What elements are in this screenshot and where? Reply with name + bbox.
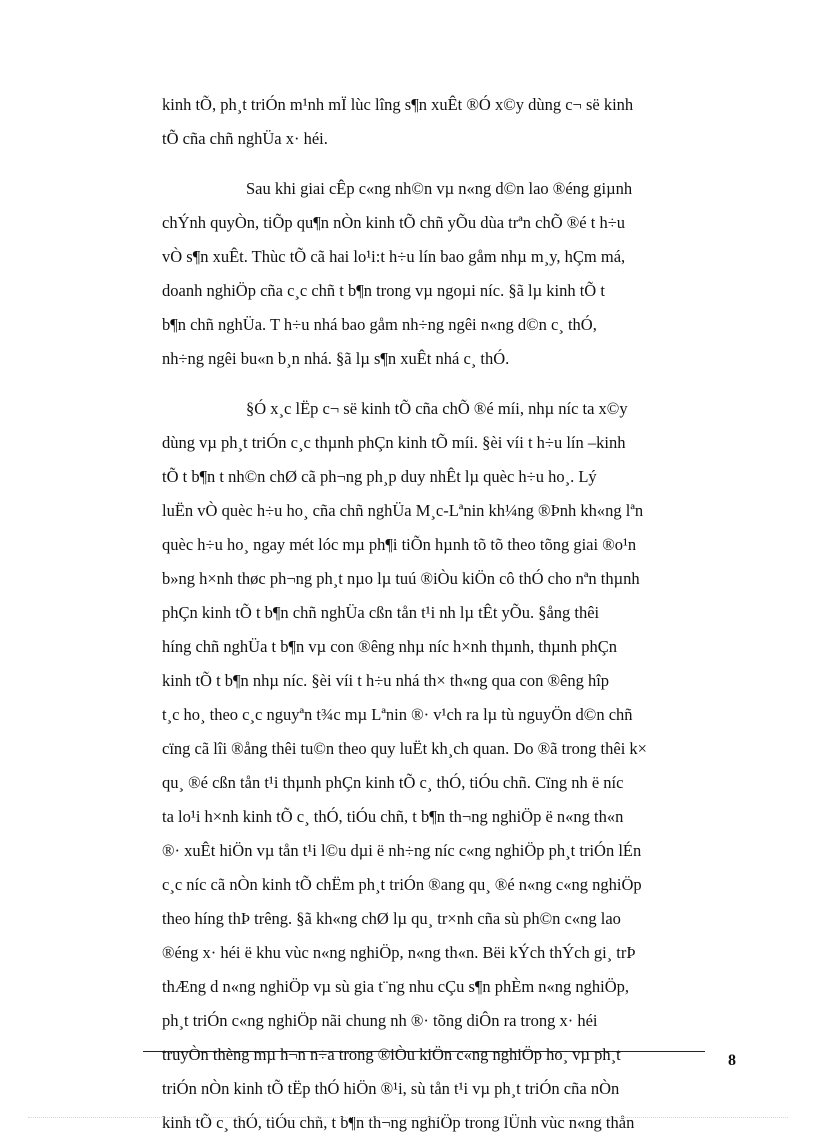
text-line: §Ó x¸c lËp c¬ së kinh tÕ cña chÕ ®é míi, nhµ níc ta x©y — [246, 399, 628, 418]
paragraph-2 — [162, 172, 728, 376]
text-line: kinh tÕ c¸ thÓ, tiÓu chñ, t b¶n th¬ng nghiÖp trong lÜnh vùc n«ng thån — [162, 1113, 635, 1132]
text-line: t¸c ho¸ theo c¸c nguyªn t¾c mµ Lªnin ®· v¹ch ra lµ tù nguyÖn d©n chñ — [162, 705, 633, 724]
text-line: kinh tÕ, ph¸t triÓn m¹nh mÏ lùc lîng s¶n xuÊt ®Ó x©y dùng c¬ së kinh — [162, 95, 634, 114]
text-line: c¸c níc cã nÒn kinh tÕ chËm ph¸t triÓn ®ang qu¸ ®é n«ng c«ng nghiÖp — [162, 875, 642, 894]
paragraph-1 — [162, 88, 728, 156]
text-line: Sau khi giai cÊp c«ng nh©n vµ n«ng d©n lao ®éng giµnh — [246, 179, 633, 198]
text-line: ph¸t triÓn c«ng nghiÖp nãi chung nh ®· tõng diÔn ra trong x· héi — [162, 1011, 598, 1030]
text-line: híng chñ nghÜa t b¶n vµ con ®êng nhµ níc h×nh thµnh, thµnh phÇn — [162, 637, 618, 656]
text-line: thÆng d n«ng nghiÖp vµ sù gia t¨ng nhu cÇu s¶n phÈm n«ng nghiÖp, — [162, 977, 630, 996]
paragraph-3 — [162, 392, 728, 1140]
text-line: tÕ cña chñ nghÜa x· héi. — [162, 129, 328, 148]
text-line: chÝnh quyÒn, tiÕp qu¶n nÒn kinh tÕ chñ yÕu dùa trªn chÕ ®é t h÷u — [162, 213, 626, 232]
text-line: ®éng x· héi ë khu vùc n«ng nghiÖp, n«ng th«n. Bëi kÝch thÝch gi¸ trÞ — [162, 943, 636, 962]
page-number: 8 — [728, 1052, 736, 1069]
footer-divider — [143, 1051, 705, 1052]
text-line: dùng vµ ph¸t triÓn c¸c thµnh phÇn kinh tÕ míi. §èi víi t h÷u lín –kinh — [162, 433, 626, 452]
text-line: truyÒn thèng mµ h¬n n÷a trong ®iÒu kiÖn c«ng nghiÖp ho¸ vµ ph¸t — [162, 1045, 621, 1064]
text-line: b»ng h×nh thøc ph¬ng ph¸t nµo lµ tuú ®iÒu kiÖn cô thÓ cho nªn thµnh — [162, 569, 640, 588]
text-line: vÒ s¶n xuÊt. Thùc tÕ cã hai lo¹i:t h÷u lín bao gåm nhµ m¸y, hÇm má, — [162, 247, 626, 266]
text-line: cïng cã lîi ®ång thêi tu©n theo quy luËt kh¸ch quan. Do ®ã trong thêi k× — [162, 739, 647, 758]
paragraph-spacing — [162, 376, 728, 392]
body-text — [162, 88, 728, 1140]
text-line: theo híng thÞ trêng. §ã kh«ng chØ lµ qu¸ tr×nh cña sù ph©n c«ng lao — [162, 909, 621, 928]
text-line: b¶n chñ nghÜa. T h÷u nhá bao gåm nh÷ng ngêi n«ng d©n c¸ thÓ, — [162, 315, 597, 334]
text-line: ®· xuÊt hiÖn vµ tån t¹i l©u dµi ë nh÷ng níc c«ng nghiÖp ph¸t triÓn lÉn — [162, 841, 642, 860]
text-line: qu¸ ®é cßn tån t¹i thµnh phÇn kinh tÕ c¸ thÓ, tiÓu chñ. Cïng nh ë níc — [162, 773, 624, 792]
paragraph-spacing — [162, 156, 728, 172]
text-line: phÇn kinh tÕ t b¶n chñ nghÜa cßn tån t¹i nh lµ tÊt yÕu. §ång thêi — [162, 603, 600, 622]
text-line: quèc h÷u ho¸ ngay mét lóc mµ ph¶i tiÕn hµnh tõ tõ theo tõng giai ®o¹n — [162, 535, 637, 554]
text-line: kinh tÕ t b¶n nhµ níc. §èi víi t h÷u nhá th× th«ng qua con ®êng hîp — [162, 671, 610, 690]
text-line: tÕ t b¶n t nh©n chØ cã ph¬ng ph¸p duy nhÊt lµ quèc h÷u ho¸. Lý — [162, 467, 597, 486]
text-line: doanh nghiÖp cña c¸c chñ t b¶n trong vµ ngoµi níc. §ã lµ kinh tÕ t — [162, 281, 605, 300]
text-line: ta lo¹i h×nh kinh tÕ c¸ thÓ, tiÓu chñ, t b¶n th¬ng nghiÖp ë n«ng th«n — [162, 807, 624, 826]
text-line: nh÷ng ngêi bu«n b¸n nhá. §ã lµ s¶n xuÊt nhá c¸ thÓ. — [162, 349, 510, 368]
page-bottom-border — [28, 1117, 788, 1118]
text-line: triÓn nÒn kinh tÕ tËp thÓ hiÖn ®¹i, sù tån t¹i vµ ph¸t triÓn cña nÒn — [162, 1079, 620, 1098]
text-line: luËn vÒ quèc h÷u ho¸ cña chñ nghÜa M¸c-Lªnin kh¼ng ®Þnh kh«ng lªn — [162, 501, 644, 520]
